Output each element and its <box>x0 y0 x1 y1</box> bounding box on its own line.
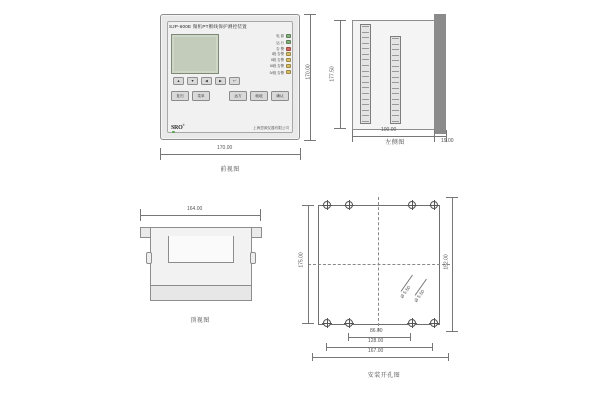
front-width-tick-right <box>300 148 301 160</box>
front-height-tick-bottom <box>304 140 316 141</box>
reset-button[interactable]: 复归 <box>171 91 189 101</box>
cutout-dim128-label: 128.00 <box>368 338 384 344</box>
cutout-right-tick-bottom <box>446 331 458 332</box>
side-height-tick-bottom <box>334 128 346 129</box>
side-depth-dim-line <box>434 136 446 137</box>
remote-button[interactable]: 远方 <box>229 91 247 101</box>
lcd-surface <box>174 37 216 71</box>
cutout-right-tick-top <box>446 197 458 198</box>
cutout-right-height-dim-line <box>452 197 453 331</box>
side-height-dim-label: 177.50 <box>329 66 336 82</box>
front-width-dim-line <box>160 154 300 155</box>
side-depth-dim-label: 19.00 <box>441 138 454 144</box>
brand-registered-icon: ® <box>182 123 185 127</box>
cutout-center-hline <box>308 264 450 265</box>
led-item <box>247 51 291 56</box>
key-right-icon[interactable]: ▶ <box>215 77 226 85</box>
mounting-hole-icon <box>345 201 353 209</box>
cutout-dim86-tick-left <box>348 333 349 341</box>
led-item <box>247 70 291 75</box>
front-view-caption: 前视图 <box>220 167 240 173</box>
top-view-drawing <box>140 205 270 325</box>
function-button-row <box>171 91 289 101</box>
side-height-dim-line <box>340 20 341 128</box>
mounting-hole-icon <box>408 319 416 327</box>
cutout-left-tick-top <box>302 205 314 206</box>
front-height-dim-label: 170.00 <box>305 64 312 80</box>
led-indicator-icon <box>286 34 291 38</box>
confirm-button[interactable]: 确认 <box>271 91 289 101</box>
led-group-sections <box>247 51 291 75</box>
key-left-icon[interactable]: ◀ <box>201 77 212 85</box>
cutout-dim167-tick-left <box>312 353 313 361</box>
side-view-caption: 左侧图 <box>385 140 405 146</box>
side-width-tick-left <box>352 130 353 142</box>
led-label: I段 告警 <box>271 52 284 56</box>
led-item <box>247 57 291 62</box>
top-notch-outline <box>168 236 234 263</box>
button-group-left <box>171 91 210 101</box>
device-front-panel <box>160 14 300 140</box>
cutout-rectangle <box>318 205 440 325</box>
terminal-strip-left <box>360 24 371 124</box>
hole-dia-label-2: Ø 5.50 <box>413 288 426 304</box>
cutout-view-caption: 安装开孔图 <box>367 373 401 379</box>
front-height-tick-top <box>304 14 316 15</box>
cutout-left-height-label: 175.00 <box>298 252 305 268</box>
hole-dia-label-1: Ø 5.50 <box>399 284 412 300</box>
cutout-dim86-label: 86.00 <box>370 328 383 334</box>
mounting-hole-icon <box>408 201 416 209</box>
top-width-tick-right <box>260 209 261 221</box>
mounting-hole-icon <box>430 319 438 327</box>
led-item <box>247 40 291 45</box>
led-indicator-icon <box>286 70 291 74</box>
terminal-strip-right <box>390 36 401 124</box>
key-up-icon[interactable]: ▲ <box>173 77 184 85</box>
cutout-dim128-tick-left <box>326 343 327 351</box>
lcd-screen <box>171 34 219 74</box>
led-label: II段 告警 <box>271 58 284 63</box>
led-indicator-icon <box>286 52 291 56</box>
top-width-dim-line <box>140 215 260 216</box>
local-button[interactable]: 就地 <box>250 91 268 101</box>
cutout-dim167-line <box>312 357 448 358</box>
mounting-hole-icon <box>430 201 438 209</box>
mounting-hole-icon <box>323 319 331 327</box>
cutout-dim167-label: 167.00 <box>368 348 384 354</box>
front-width-dim-label: 170.00 <box>217 145 233 151</box>
cutout-dim86-tick-right <box>410 333 411 341</box>
top-width-dim-label: 164.00 <box>187 206 203 212</box>
led-indicator-icon <box>286 64 291 68</box>
top-width-tick-left <box>140 209 141 221</box>
led-label: 告 警 <box>276 47 284 51</box>
led-indicator-icon <box>286 47 291 51</box>
front-width-tick-left <box>160 148 161 160</box>
side-height-tick-top <box>334 20 346 21</box>
led-item <box>247 33 291 38</box>
mounting-hole-icon <box>345 319 353 327</box>
cutout-view-drawing <box>298 195 480 379</box>
led-label: 电 源 <box>276 34 284 38</box>
led-indicator-icon <box>286 58 291 62</box>
led-indicator-icon <box>286 40 291 44</box>
top-clip-right-icon <box>250 252 256 264</box>
cutout-left-height-dim-line <box>308 205 309 323</box>
device-title: SJP-600E 微机PT断线保护测控装置 <box>169 23 247 29</box>
front-view-drawing <box>160 14 312 173</box>
led-label: 运 行 <box>276 40 284 45</box>
navigation-keypad[interactable] <box>173 77 240 85</box>
cutout-right-height-label: 192.00 <box>443 254 450 270</box>
key-enter-icon[interactable]: ↵ <box>229 77 240 85</box>
button-group-right <box>229 91 289 101</box>
top-clip-left-icon <box>146 252 152 264</box>
brand-text: SRO <box>171 125 183 131</box>
mounting-hole-icon <box>323 201 331 209</box>
led-group-status <box>247 33 291 51</box>
menu-button[interactable]: 菜单 <box>192 91 210 101</box>
brand-logo <box>171 123 184 131</box>
key-down-icon[interactable]: ▼ <box>187 77 198 85</box>
cutout-dim167-tick-right <box>448 353 449 361</box>
led-label: IV段 告警 <box>269 70 284 75</box>
cutout-left-tick-bottom <box>302 323 314 324</box>
cutout-dim128-tick-right <box>432 343 433 351</box>
led-item <box>247 63 291 68</box>
led-label: III段 告警 <box>270 64 284 69</box>
side-view-drawing <box>329 14 472 146</box>
side-panel-slab <box>434 14 446 134</box>
top-view-caption: 顶视图 <box>190 318 210 324</box>
top-base-outline <box>150 285 252 301</box>
company-name: 上海思源仪器有限公司 <box>253 126 289 130</box>
side-width-dim-label: 100.00 <box>381 127 397 133</box>
